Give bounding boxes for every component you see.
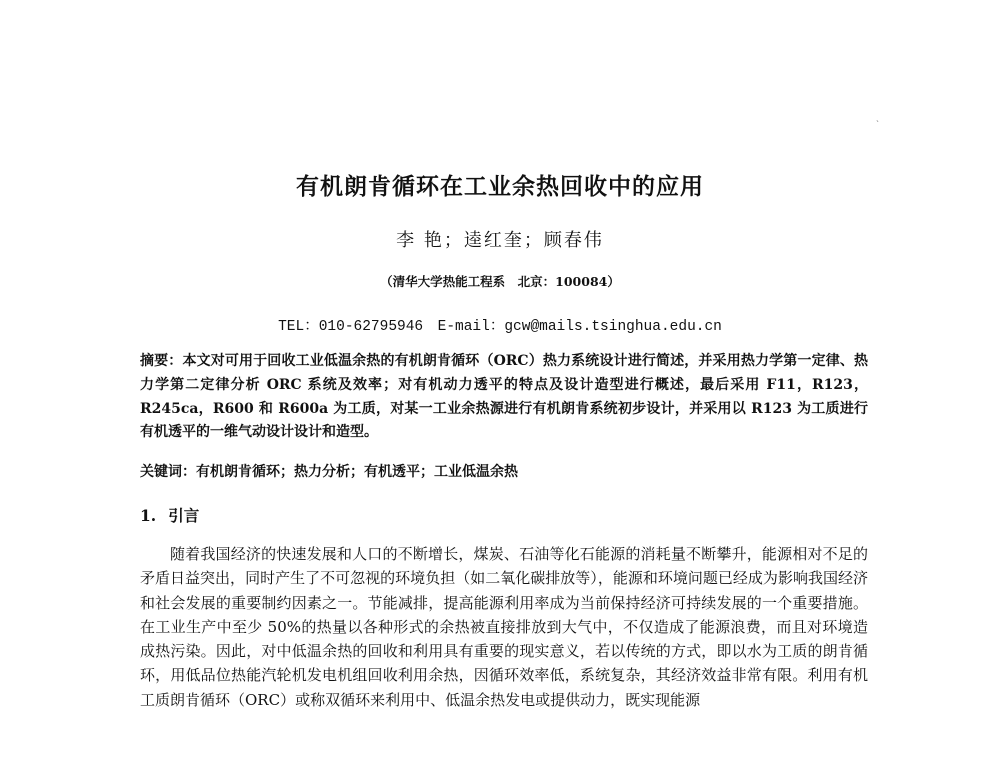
author-list: 李 艳；逵红奎；顾春伟 <box>396 230 604 251</box>
body-paragraph: 随着我国经济的快速发展和人口的不断增长，煤炭、石油等化石能源的消耗量不断攀升，能源相对不足的矛盾日益突出，同时产生了不可忽视的环境负担（如二氧化碳排放等），能源和环境问题已经成为影响我国经济和社会发展的重要制约因素之一。节能减排，提高能源利用率成为当前保持经济可持续发展的一个重要措施。在工业生产中至少 50%的热量以各种形式的余热被直接排放到大气中，不仅造成了能源浪费，而且对环境造成热污染。因此，对中低温余热的回收和利用具有重要的现实意义，若以传统的方式，即以水为工质的朗肯循环，用低品位热能汽轮机发电机组回收利用余热，因循环效率低，系统复杂，其经济效益非常有限。利用有机工质朗肯循环（ORC）或称双循环来利用中、低温余热发电或提供动力，既实现能源 <box>140 545 868 709</box>
section-title: 引言 <box>168 506 200 525</box>
contact-info: TEL：010-62795946 E-mail：gcw@mails.tsinghua.edu.cn <box>278 319 722 335</box>
abstract-text: 本文对可用于回收工业低温余热的有机朗肯循环（ORC）热力系统设计进行简述，并采用热力学第一定律、热力学第二定律分析 ORC 系统及效率；对有机动力透平的特点及设计造型进行概述，最后采用 F11，R123，R245ca，R600 和 R600a 为工质，对某一工业余热源进行有机朗肯系统初步设计，并采用以 R123 为工质进行有机透平的一维气动设计设计和造型。 <box>140 353 868 441</box>
abstract-label: 摘要： <box>140 353 183 369</box>
affiliation: （清华大学热能工程系 北京：100084） <box>380 274 620 289</box>
keywords-label: 关键词： <box>140 464 196 480</box>
section-heading <box>140 504 199 526</box>
keywords <box>140 460 868 484</box>
abstract <box>140 350 868 445</box>
keywords-text: 有机朗肯循环；热力分析；有机透平；工业低温余热 <box>196 464 518 480</box>
scan-mark: ˏ <box>876 113 879 123</box>
section-number: 1. <box>140 506 157 525</box>
paper-title: 有机朗肯循环在工业余热回收中的应用 <box>296 174 704 200</box>
